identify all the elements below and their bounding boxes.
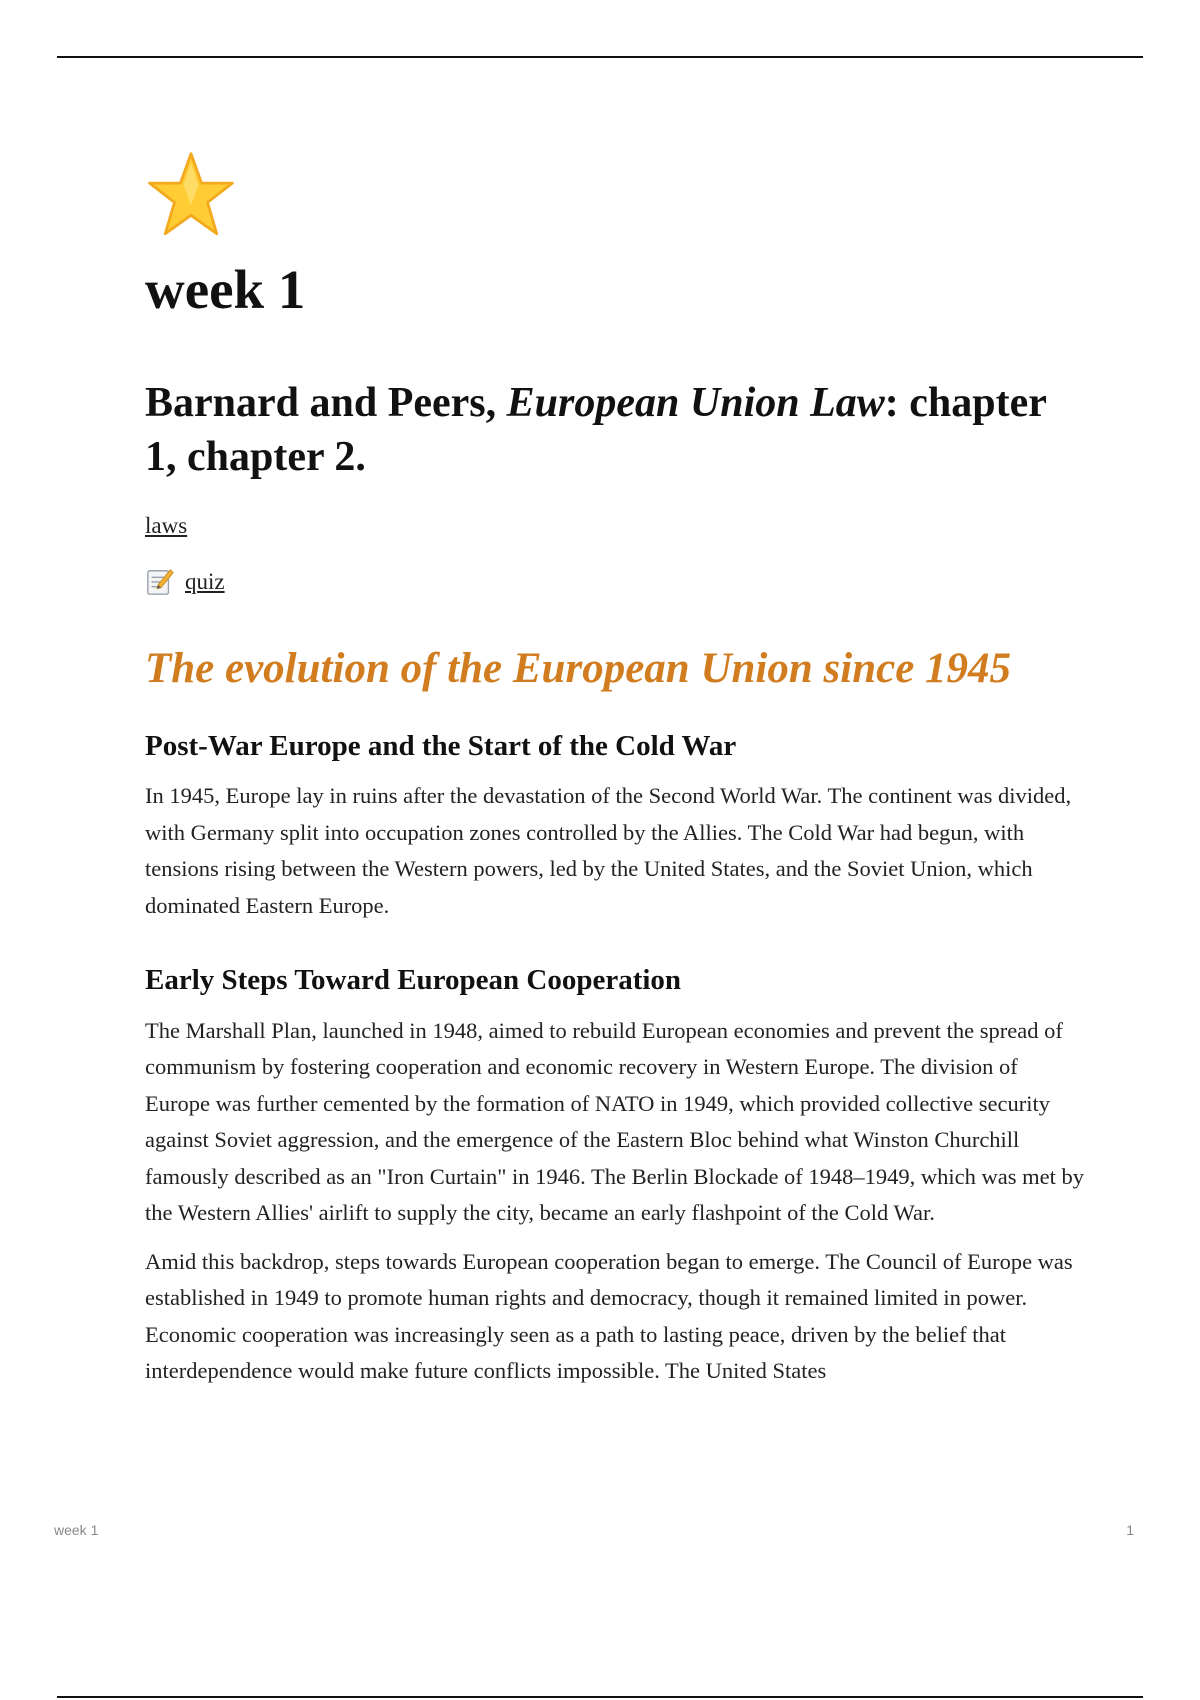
page-content — [145, 150, 1085, 1390]
top-rule — [57, 56, 1143, 58]
footer-page-number: 1 — [1126, 1522, 1134, 1538]
reading-assignment — [145, 376, 1085, 485]
section-heading: Early Steps Toward European Cooperation — [145, 964, 682, 997]
star-icon — [145, 150, 237, 242]
laws-link[interactable]: laws — [145, 512, 188, 538]
reading-suffix: : chapter 1, chapter 2. — [145, 379, 1047, 481]
paragraph: Amid this backdrop, steps towards European cooperation began to emerge. The Council of Europe was established in 1949 to promote human rights and democracy, though it remained limited in power. Economic cooperation was increasingly seen as a path to lasting peace, driven by the belief that interdependence would make future conflicts impossible. The United States — [145, 1248, 1073, 1384]
memo-icon — [145, 567, 175, 597]
footer-document-name: week 1 — [54, 1522, 99, 1538]
laws-row — [145, 511, 1085, 541]
quiz-link[interactable]: quiz — [185, 568, 225, 594]
book-title: European Union Law — [506, 379, 885, 426]
paragraph: In 1945, Europe lay in ruins after the devastation of the Second World War. The continent was divided, with Germany split into occupation zones controlled by the Allies. The Cold War had begun, with tensions rising between the Western powers, led by the United States, and the Soviet Union, which dominated Eastern Europe. — [145, 783, 1072, 918]
section-heading: Post-War Europe and the Start of the Cold War — [145, 730, 737, 763]
bottom-rule — [57, 1696, 1143, 1698]
quiz-row — [145, 567, 1085, 597]
page-title: week 1 — [145, 259, 306, 320]
paragraph: The Marshall Plan, launched in 1948, aimed to rebuild European economies and prevent the spread of communism by fostering cooperation and economic recovery in Western Europe. The division of Europe was further cemented by the formation of NATO in 1949, which provided collective security against Soviet aggression, and the emergence of the Eastern Bloc behind what Winston Churchill famously described as an "Iron Curtain" in 1946. The Berlin Blockade of 1948–1949, which was met by the Western Allies' airlift to supply the city, became an early flashpoint of the Cold War. — [145, 1017, 1085, 1226]
section-title: The evolution of the European Union since 1945 — [145, 644, 1012, 692]
reading-prefix: Barnard and Peers, — [145, 379, 507, 426]
